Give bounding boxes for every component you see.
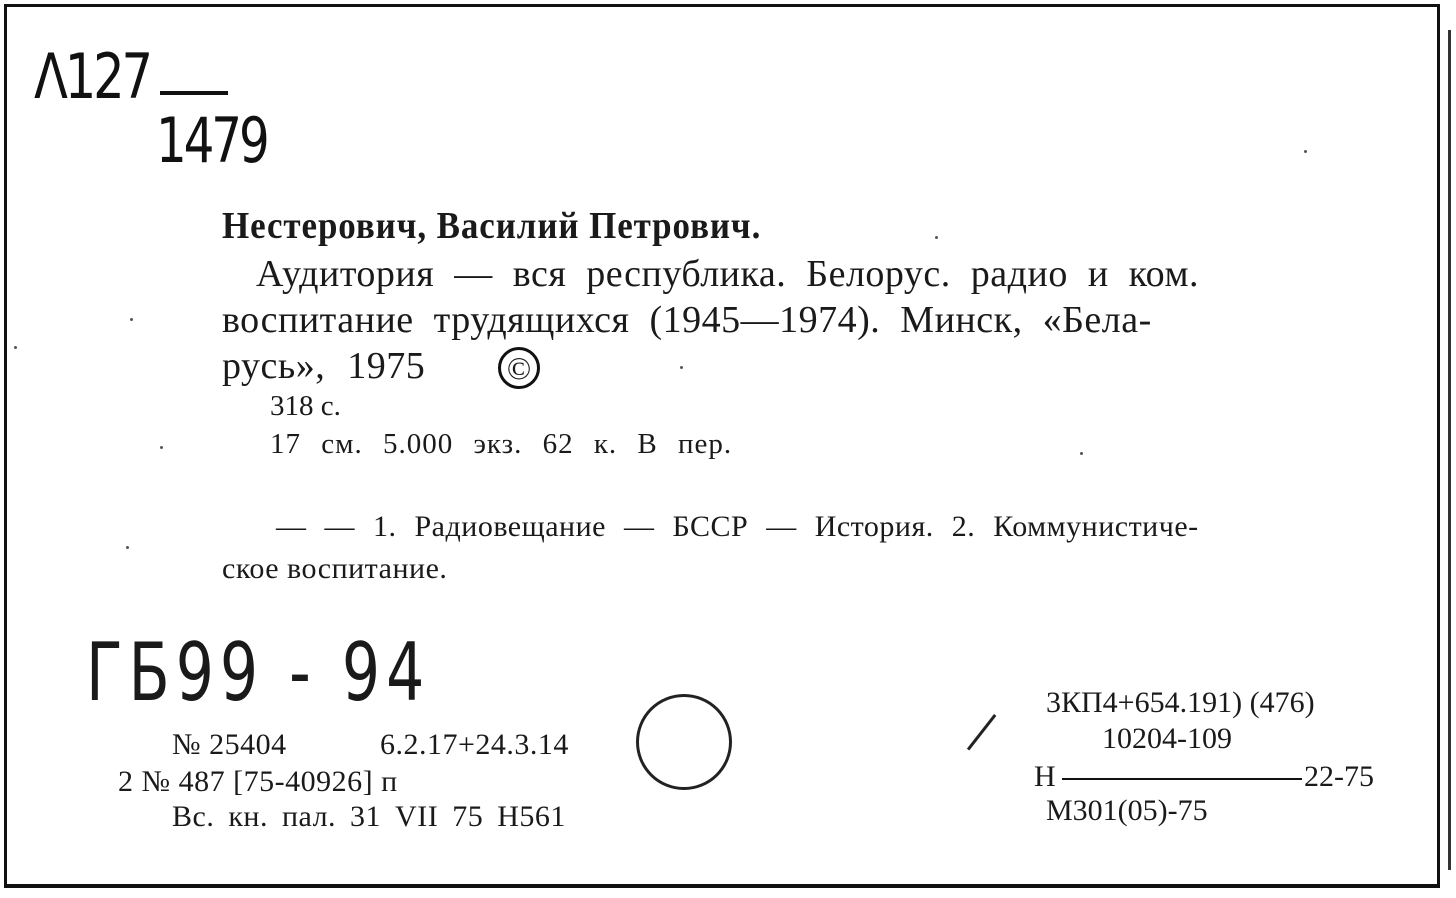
- subject-line-1: — — 1. Радиовещание — БССР — История. 2. Коммунистиче-: [276, 510, 1199, 543]
- title-line-3: русь», 1975: [222, 345, 426, 387]
- pages-count: 318 с.: [270, 390, 341, 422]
- classification-rule: [1062, 778, 1302, 780]
- physical-details: 17 см. 5.000 экз. 62 к. В пер.: [270, 428, 733, 460]
- call-number-top: Λ127: [34, 40, 150, 113]
- speck: [126, 546, 129, 549]
- imprint-line-3: Вс. кн. пал. 31 VII 75 Н561: [172, 800, 566, 833]
- handwritten-stamp: ГБ99 - 94: [86, 626, 431, 719]
- call-number-rule: [160, 91, 228, 95]
- classification-line-3-left: Н: [1034, 760, 1056, 793]
- classification-line-1: 3КП4+654.191) (476): [1046, 686, 1315, 719]
- subject-line-2: ское воспитание.: [222, 552, 448, 585]
- author-heading: Нестерович, Василий Петрович.: [222, 205, 762, 247]
- speck: [1080, 452, 1083, 455]
- card-edge: [1448, 30, 1451, 870]
- speck: [130, 318, 133, 321]
- speck: [160, 446, 163, 449]
- imprint-line-2: 2 № 487 [75-40926] п: [118, 765, 398, 798]
- imprint-number: № 25404: [172, 728, 287, 761]
- speck: [935, 236, 938, 239]
- title-line-2: воспитание трудящихся (1945—1974). Минск, «Бела-: [222, 299, 1152, 341]
- speck: [14, 346, 17, 349]
- speck: [680, 366, 683, 369]
- classification-line-2: 10204-109: [1102, 722, 1232, 755]
- call-number-bottom: 1479: [156, 104, 267, 177]
- imprint-code: 6.2.17+24.3.14: [380, 728, 569, 761]
- speck: [1304, 150, 1307, 153]
- title-line-1: Аудитория — вся республика. Белорус. радио и ком.: [256, 253, 1200, 295]
- punch-hole-ring: [636, 694, 732, 790]
- classification-line-3-right: 22-75: [1304, 760, 1374, 793]
- classification-line-4: М301(05)-75: [1046, 794, 1208, 827]
- copyright-mark: ©: [498, 347, 540, 389]
